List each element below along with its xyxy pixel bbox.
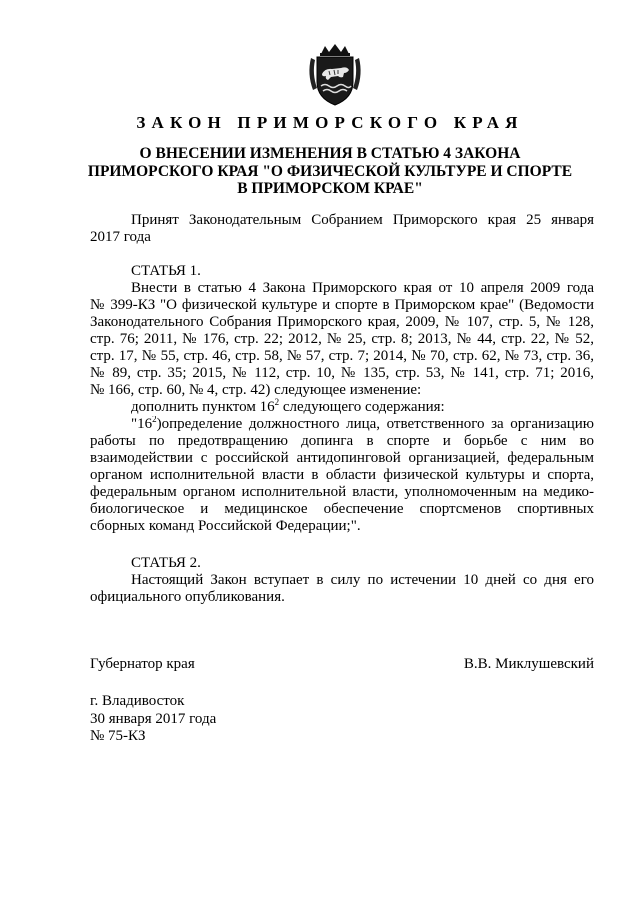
- adoption-line: 2017 года: [90, 229, 151, 245]
- adoption-note: [90, 212, 594, 246]
- article-1-line: № 399-КЗ "О физической культуре и спорте в Приморском крае" (Ведомости: [90, 297, 594, 313]
- article-1-line: Внести в статью 4 Закона Приморского края от 10 апреля 2009 года: [131, 280, 594, 296]
- place-date-block: [90, 693, 216, 746]
- subtitle-line: ПРИМОРСКОГО КРАЯ "О ФИЗИЧЕСКОЙ КУЛЬТУРЕ И СПОРТЕ: [87, 162, 573, 180]
- supplement-text: следующего содержания:: [279, 399, 445, 415]
- article-1-line: стр. 17, № 55, стр. 46, стр. 58, № 57, стр. 7; 2014, № 70, стр. 62, № 73, стр. 36,: [90, 348, 594, 364]
- article-1-line: № 89, стр. 35; 2015, № 112, стр. 10, № 135, стр. 53, № 141, стр. 71; 2016,: [90, 365, 594, 381]
- article-2-heading: СТАТЬЯ 2.: [131, 555, 201, 571]
- article-2: [90, 555, 594, 606]
- quote-text: "16: [131, 416, 153, 432]
- law-title: ЗАКОН ПРИМОРСКОГО КРАЯ: [136, 113, 524, 132]
- quote-line: взаимодействии с российской антидопинговой организацией, федеральным: [90, 450, 594, 466]
- article-1: [90, 263, 594, 535]
- superscript: 2: [274, 397, 280, 407]
- subtitle-line: В ПРИМОРСКОМ КРАЕ": [237, 180, 423, 197]
- quote-line: сборных команд Российской Федерации;".: [90, 518, 361, 534]
- article-2-line: Настоящий Закон вступает в силу по истечении 10 дней со дня его: [131, 572, 594, 588]
- supplement-text: дополнить пунктом 16: [131, 399, 275, 415]
- law-date: 30 января 2017 года: [90, 710, 217, 727]
- article-1-line: № 166, стр. 60, № 4, стр. 42) следующее изменение:: [90, 382, 422, 398]
- signatory-name: В.В. Миклушевский: [463, 656, 594, 672]
- quote-text: )определение должностного лица, ответственного за организацию: [156, 416, 594, 432]
- coat-of-arms-icon: [307, 44, 363, 106]
- quote-line: работы по предотвращению допинга в спорте и борьбе с ним во: [90, 433, 594, 449]
- signatory-position: Губернатор края: [90, 656, 195, 672]
- quote-line: органом исполнительной власти в области физической культуры и спорта,: [90, 467, 594, 483]
- article-2-line: официального опубликования.: [90, 589, 285, 605]
- law-subtitle: [60, 145, 600, 198]
- article-1-line: Законодательного Собрания Приморского края, 2009, № 107, стр. 5, № 128,: [90, 314, 594, 330]
- law-number: № 75-КЗ: [90, 728, 146, 744]
- quote-line: биологическое и медицинское обеспечение спортсменов спортивных: [90, 501, 594, 517]
- signature-block: [90, 656, 594, 673]
- quote-line: [90, 416, 594, 433]
- supplement-line: [90, 399, 594, 416]
- city: г. Владивосток: [90, 693, 185, 709]
- article-1-line: стр. 76; 2011, № 176, стр. 22; 2012, № 25, стр. 8; 2013, № 44, стр. 22, № 52,: [90, 331, 594, 347]
- adoption-line: Принят Законодательным Собранием Приморского края 25 января: [131, 212, 594, 228]
- quote-line: федеральным органом исполнительной власти, уполномоченным на медико-: [90, 484, 594, 500]
- superscript: 2: [152, 416, 157, 424]
- article-1-heading: СТАТЬЯ 1.: [131, 263, 201, 279]
- subtitle-line: О ВНЕСЕНИИ ИЗМЕНЕНИЯ В СТАТЬЮ 4 ЗАКОНА: [139, 145, 521, 162]
